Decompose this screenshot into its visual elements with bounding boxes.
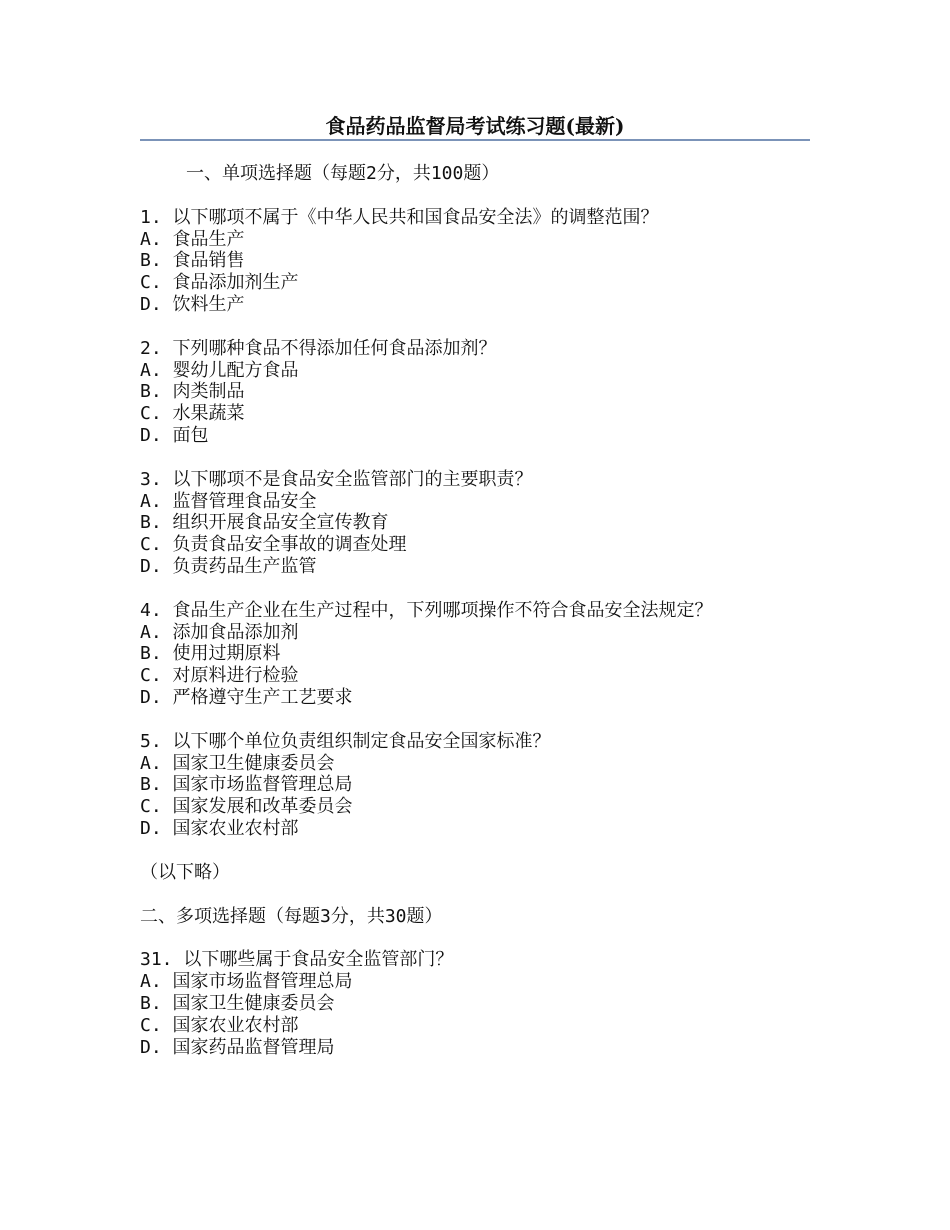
option-a: A. 监督管理食品安全: [140, 490, 317, 512]
question-5: [140, 731, 810, 840]
section-heading: 二、多项选择题（每题3分，共30题）: [140, 905, 443, 927]
document-body: [140, 163, 810, 1058]
document-title: 食品药品监督局考试练习题(最新): [325, 114, 625, 138]
option-b: B. 组织开展食品安全宣传教育: [140, 512, 389, 534]
omission-note: （以下略）: [140, 861, 230, 883]
question-stem: 3. 以下哪项不是食品安全监管部门的主要职责？: [140, 468, 533, 490]
section-single-choice: [140, 163, 810, 884]
option-d: D. 国家农业农村部: [140, 817, 299, 839]
question-stem: 1. 以下哪项不属于《中华人民共和国食品安全法》的调整范围？: [140, 206, 659, 228]
option-a: A. 国家市场监督管理总局: [140, 971, 353, 993]
question-3: [140, 469, 810, 578]
option-d: D. 负责药品生产监管: [140, 555, 317, 577]
section-heading: 一、单项选择题（每题2分，共100题）: [186, 163, 500, 184]
option-a: A. 添加食品添加剂: [140, 621, 299, 643]
option-d: D. 严格遵守生产工艺要求: [140, 686, 353, 708]
question-stem: 4. 食品生产企业在生产过程中，下列哪项操作不符合食品安全法规定？: [140, 599, 713, 621]
section-multiple-choice: [140, 906, 810, 1059]
question-2: [140, 338, 810, 447]
option-d: D. 国家药品监督管理局: [140, 1036, 335, 1058]
title-divider: [140, 139, 810, 141]
option-c: C. 国家农业农村部: [140, 1014, 299, 1036]
option-a: A. 婴幼儿配方食品: [140, 359, 299, 381]
option-b: B. 肉类制品: [140, 381, 245, 403]
option-a: A. 食品生产: [140, 228, 245, 250]
question-stem: 5. 以下哪个单位负责组织制定食品安全国家标准？: [140, 730, 551, 752]
question-1: [140, 207, 810, 316]
option-b: B. 国家市场监督管理总局: [140, 774, 353, 796]
option-d: D. 面包: [140, 424, 209, 446]
option-c: C. 对原料进行检验: [140, 665, 299, 687]
option-c: C. 食品添加剂生产: [140, 272, 299, 294]
option-b: B. 国家卫生健康委员会: [140, 992, 335, 1014]
option-b: B. 使用过期原料: [140, 643, 281, 665]
question-31: [140, 949, 810, 1058]
option-d: D. 饮料生产: [140, 293, 245, 315]
question-4: [140, 600, 810, 709]
option-c: C. 负责食品安全事故的调查处理: [140, 534, 407, 556]
question-stem: 2. 下列哪种食品不得添加任何食品添加剂？: [140, 337, 497, 359]
option-c: C. 国家发展和改革委员会: [140, 796, 353, 818]
option-b: B. 食品销售: [140, 250, 245, 272]
option-a: A. 国家卫生健康委员会: [140, 752, 335, 774]
option-c: C. 水果蔬菜: [140, 403, 245, 425]
question-stem: 31. 以下哪些属于食品安全监管部门？: [140, 949, 454, 971]
